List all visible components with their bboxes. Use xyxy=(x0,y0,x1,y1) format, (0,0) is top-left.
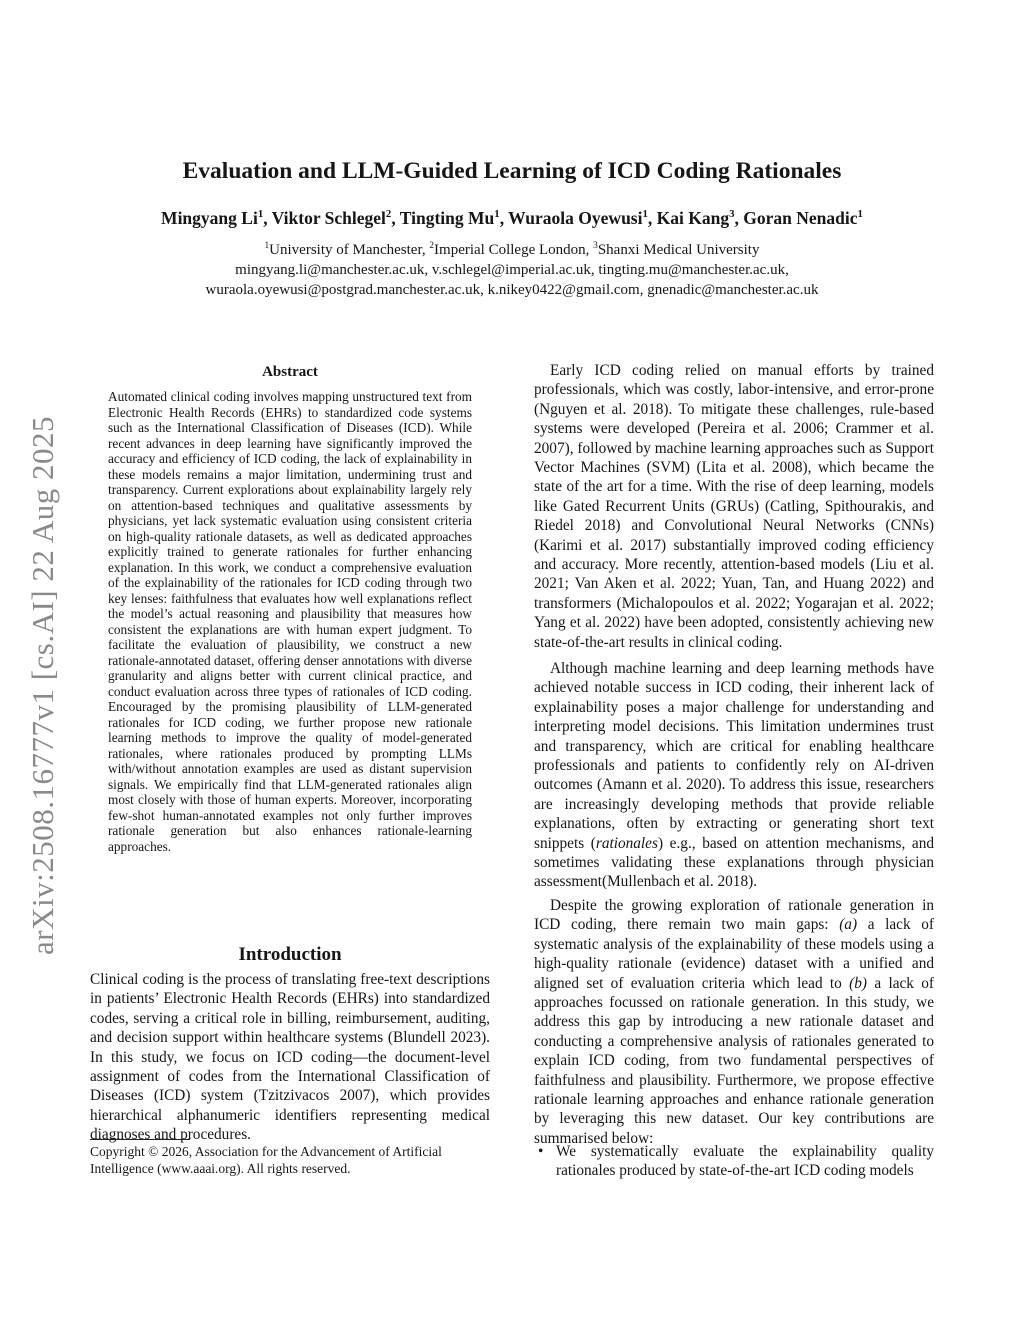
email-line: wuraola.oyewusi@postgrad.manchester.ac.uk, k.nikey0422@gmail.com, gnenadic@manchester.ac.uk xyxy=(205,282,819,298)
author-name: Goran Nenadic xyxy=(743,208,858,228)
text-run: ) e.g., based on attention mechanisms, and sometimes validating these explanations through physician assessment(Mullenbach et al. 2018). xyxy=(534,834,934,891)
paper-title: Evaluation and LLM-Guided Learning of ICD Coding Rationales xyxy=(182,158,842,184)
copyright-footnote: Copyright © 2026, Association for the Advancement of Artificial Intelligence (www.aaai.org). All rights reserved. xyxy=(90,1144,442,1176)
text-run: a lack of approaches focussed on rationale generation. In this study, we address this gap by introducing a new rationale dataset and conducting a comprehensive analysis of rationales generated to explain ICD coding, from two fundamental perspectives of faithfulness and plausibility. Furthermore, we propose effective rationale learning approaches and enhance rationale generation by leveraging this new dataset. Our key contributions are summarised below: xyxy=(534,974,934,1147)
author-affil-marker: 3 xyxy=(729,208,735,221)
contribution-text: We systematically evaluate the explainability quality rationales produced by state-of-the-art ICD coding models xyxy=(556,1143,934,1180)
emphasis-rationales: rationales xyxy=(595,834,658,852)
text-run: Although machine learning and deep learning methods have achieved notable success in ICD coding, their inherent lack of explainability poses a major challenge for understanding and interpreting model decisions. This limitation undermines trust and transparency, which are critical for enabling healthcare professionals and patients to confidently rely on AI-driven outcomes (Amann et al. 2020). To address this issue, researchers are increasingly developing methods that provide reliable explanations, often by extracting or generating short text snippets ( xyxy=(534,660,934,852)
author-affil-marker: 1 xyxy=(257,208,264,221)
affil-marker: 1 xyxy=(264,241,270,251)
affil-marker: 2 xyxy=(429,241,435,251)
text-run: a lack of systematic analysis of the explainability of these models using a high-quality rationale (evidence) dataset with a unified and aligned set of evaluation criteria which lead to xyxy=(534,916,934,992)
text-run: Despite the growing exploration of rationale generation in ICD coding, there remain two main gaps: xyxy=(534,897,934,934)
author-name: Mingyang Li xyxy=(161,208,258,228)
body-paragraph xyxy=(534,659,934,892)
body-paragraph xyxy=(534,896,934,1148)
abstract-heading: Abstract xyxy=(262,364,318,380)
body-paragraph: Early ICD coding relied on manual efforts by trained professionals, which was costly, labor-intensive, and error-prone (Nguyen et al. 2018). To mitigate these challenges, rule-based systems were developed (Pereira et al. 2006; Crammer et al. 2007), followed by machine learning approaches such as Support Vector Machines (SVM) (Lita et al. 2008), which became the state of the art for a time. With the rise of deep learning, models like Gated Recurrent Units (GRUs) (Catling, Spithourakis, and Riedel 2018) and Convolutional Neural Networks (CNNs) (Karimi et al. 2017) substantially improved coding efficiency and accuracy. More recently, attention-based models (Liu et al. 2021; Van Aken et al. 2022; Yuan, Tan, and Huang 2022) and transformers (Michalopoulos et al. 2022; Yogarajan et al. 2022; Yang et al. 2022) have been adopted, consistently achieving new state-of-the-art results in clinical coding. xyxy=(534,362,934,651)
introduction-paragraph: Clinical coding is the process of translating free-text descriptions in patients’ Electronic Health Records (EHRs) into standardized codes, serving a critical role in billing, reimbursement, auditing, and decision support within healthcare systems (Blundell 2023). In this study, we focus on ICD coding—the document-level assignment of codes from the International Classification of Diseases (ICD) system (Tzitzivacos 2007), which provides hierarchical alphanumeric identifiers representing medical diagnoses and procedures. xyxy=(90,971,490,1144)
affiliation: University of Manchester xyxy=(269,242,422,258)
footnote-divider xyxy=(90,1139,190,1140)
bullet-icon: • xyxy=(538,1143,544,1160)
abstract-text: Automated clinical coding involves mapping unstructured text from Electronic Health Records (EHRs) to standardized code systems such as the International Classification of Diseases (ICD). While recent advances in deep learning have significantly improved the accuracy and efficiency of ICD coding, the lack of explainability in these models remains a major limitation, undermining trust and transparency. Current explorations about explainability largely rely on attention-based techniques and qualitative assessments by physicians, yet lack systematic evaluation using consistent criteria on high-quality rationale datasets, as well as dedicated approaches explicitly trained to generate rationales for further enhancing explanation. In this work, we conduct a comprehensive evaluation of the explainability of the rationales for ICD coding through two key lenses: faithfulness that evaluates how well explanations reflect the model’s actual reasoning and plausibility that measures how consistent the explanations are with human expert judgment. To facilitate the evaluation of plausibility, we construct a new rationale-annotated dataset, offering denser annotations with diverse granularity and aligns better with current clinical practice, and conduct evaluation across three types of rationales of ICD coding. Encouraged by the promising plausibility of LLM-generated rationales for ICD coding, we further propose new rationale learning methods to improve the quality of model-generated rationales, where rationales produced by prompting LLMs with/without annotation examples are used as distant supervision signals. We empirically find that LLM-generated rationales align most closely with those of human experts. Moreover, incorporating few-shot human-annotated examples not only further improves rationale generation but also enhances rationale-learning approaches. xyxy=(108,389,472,854)
contribution-list-item xyxy=(538,1142,934,1181)
author-name: Wuraola Oyewusi xyxy=(508,208,643,228)
section-heading-introduction: Introduction xyxy=(238,944,342,965)
affil-marker: 3 xyxy=(593,241,598,251)
author-affil-marker: 2 xyxy=(385,208,392,221)
author-name: Kai Kang xyxy=(656,208,730,228)
author-affil-marker: 1 xyxy=(857,208,863,221)
emphasis-gap-b: (b) xyxy=(849,974,867,992)
author-name: Viktor Schlegel xyxy=(271,208,386,228)
affiliations: $^1$University of Manchester, $^2$Imperial College London, $^3$Shanxi Medical University xyxy=(264,241,760,258)
affiliation: Imperial College London xyxy=(434,242,586,258)
author-list: Mingyang Li$^1$, Viktor Schlegel$^2$, Tingting Mu$^1$, Wuraola Oyewusi$^1$, Kai Kang$^3$, Goran Nenadic$^1$ xyxy=(161,208,863,228)
author-affil-marker: 1 xyxy=(494,208,500,221)
email-line: mingyang.li@manchester.ac.uk, v.schlegel@imperial.ac.uk, tingting.mu@manchester.ac.uk, xyxy=(235,262,789,278)
author-affil-marker: 1 xyxy=(642,208,648,221)
affiliation: Shanxi Medical University xyxy=(597,242,760,258)
emphasis-gap-a: (a) xyxy=(839,916,858,934)
author-name: Tingting Mu xyxy=(399,208,495,228)
arxiv-identifier: arXiv:2508.16777v1 [cs.AI] 22 Aug 2025 xyxy=(25,415,60,955)
